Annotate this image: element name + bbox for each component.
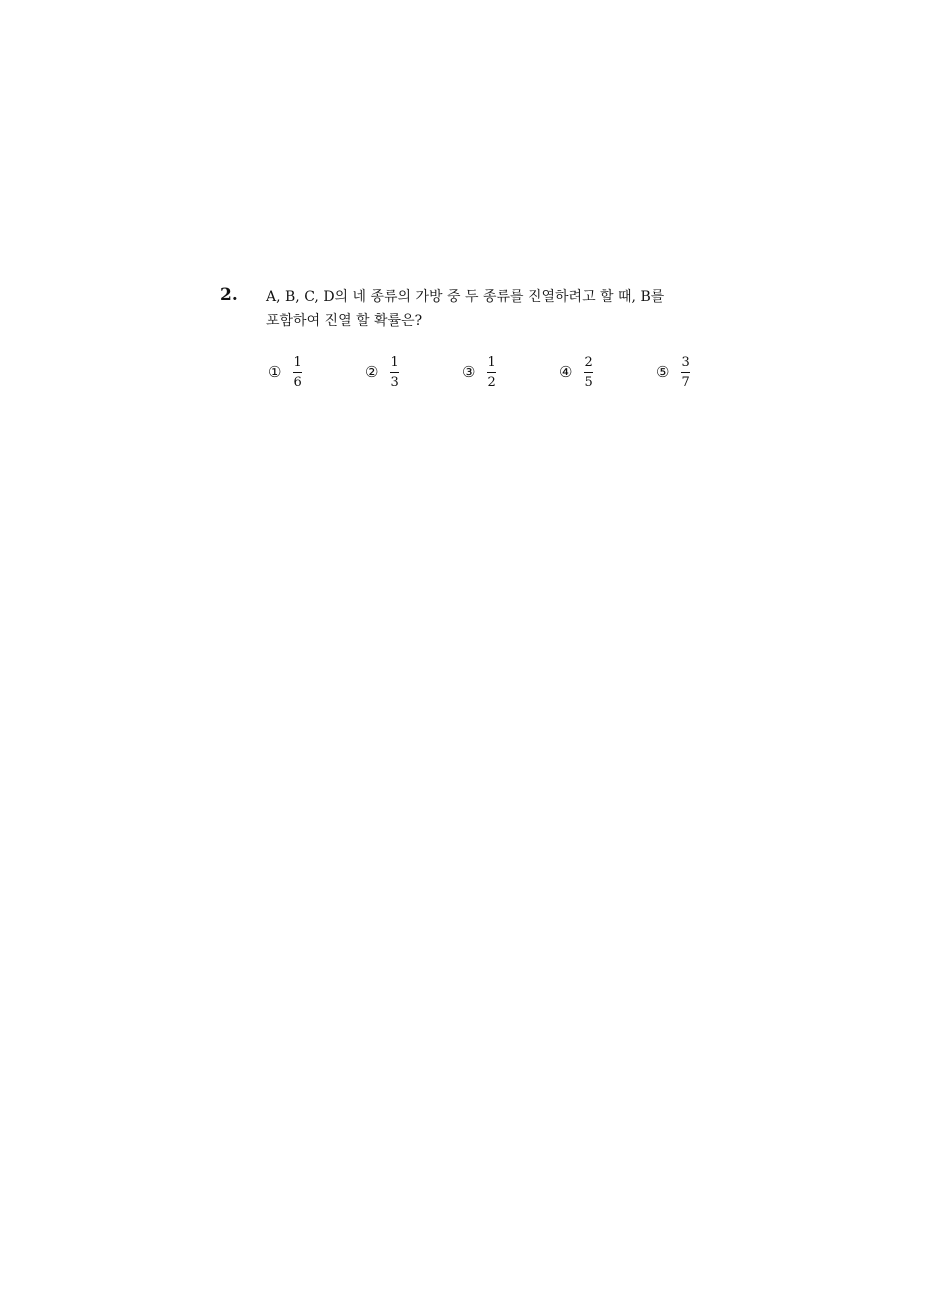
choice-marker: ① xyxy=(268,363,282,381)
choice-fraction xyxy=(679,355,691,390)
choice-2[interactable] xyxy=(365,352,401,392)
fraction-denominator: 7 xyxy=(681,374,690,390)
choice-marker: ④ xyxy=(559,363,573,381)
question-text-line: A, B, C, D의 네 종류의 가방 중 두 종류를 진열하려고 할 때, B를 xyxy=(266,289,665,305)
fraction-numerator: 2 xyxy=(584,354,593,370)
choice-5[interactable] xyxy=(656,352,692,392)
question-text xyxy=(266,285,736,333)
choice-3[interactable] xyxy=(462,352,498,392)
choice-fraction xyxy=(485,355,497,390)
choice-fraction xyxy=(291,355,303,390)
fraction-numerator: 1 xyxy=(390,354,399,370)
fraction-denominator: 6 xyxy=(293,374,302,390)
choice-marker: ② xyxy=(365,363,379,381)
fraction-bar xyxy=(390,372,399,373)
choice-fraction xyxy=(582,355,594,390)
fraction-bar xyxy=(293,372,302,373)
choice-1[interactable] xyxy=(268,352,304,392)
fraction-denominator: 2 xyxy=(487,374,496,390)
fraction-bar xyxy=(487,372,496,373)
question-number: 2. xyxy=(220,285,238,305)
choice-marker: ⑤ xyxy=(656,363,670,381)
fraction-denominator: 3 xyxy=(390,374,399,390)
fraction-bar xyxy=(584,372,593,373)
choice-marker: ③ xyxy=(462,363,476,381)
fraction-bar xyxy=(681,372,690,373)
fraction-numerator: 1 xyxy=(293,354,302,370)
choice-fraction xyxy=(388,355,400,390)
fraction-denominator: 5 xyxy=(584,374,593,390)
fraction-numerator: 1 xyxy=(487,354,496,370)
fraction-numerator: 3 xyxy=(681,354,690,370)
choice-4[interactable] xyxy=(559,352,595,392)
answer-choices xyxy=(268,352,748,392)
question-text-line: 포함하여 진열 할 확률은? xyxy=(266,313,423,329)
